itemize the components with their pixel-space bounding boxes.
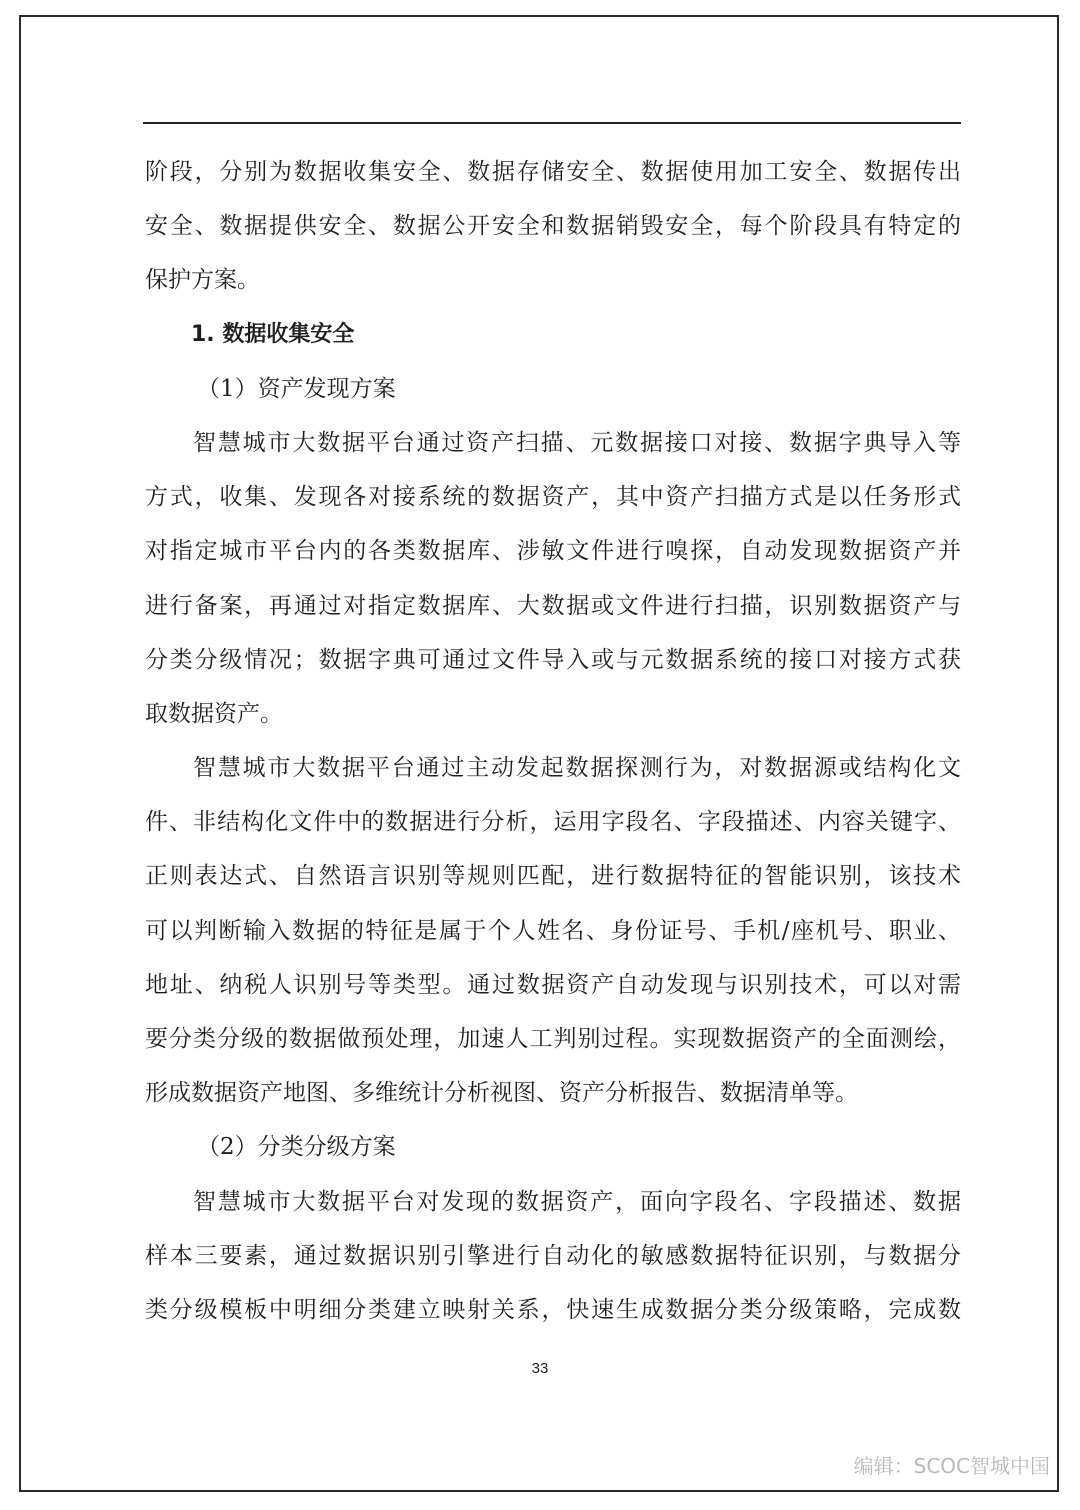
document-body — [145, 145, 961, 1337]
editor-watermark: 编辑：SCOC智城中国 — [853, 1454, 1050, 1478]
text-line: 对指定城市平台内的各类数据库、涉敏文件进行嗅探，自动发现数据资产并 — [145, 538, 961, 565]
text-line: 智慧城市大数据平台通过资产扫描、元数据接口对接、数据字典导入等 — [193, 429, 961, 456]
text-line: 类分级模板中明细分类建立映射关系，快速生成数据分类分级策略，完成数 — [145, 1296, 961, 1323]
text-line: 件、非结构化文件中的数据进行分析，运用字段名、字段描述、内容关键字、 — [145, 809, 961, 836]
text-line: 要分类分级的数据做预处理，加速人工判别过程。实现数据资产的全面测绘， — [145, 1026, 961, 1052]
text-line: 地址、纳税人识别号等类型。通过数据资产自动发现与识别技术，可以对需 — [145, 971, 961, 998]
text-line: 进行备案，再通过对指定数据库、大数据或文件进行扫描，识别数据资产与 — [145, 592, 961, 619]
text-line: 形成数据资产地图、多维统计分析视图、资产分析报告、数据清单等。 — [145, 1080, 858, 1107]
text-line: 可以判断输入数据的特征是属于个人姓名、身份证号、手机/座机号、职业、 — [145, 917, 961, 944]
page-number: 33 — [531, 1360, 549, 1377]
text-line: 保护方案。 — [145, 267, 260, 294]
text-line: 分类分级情况；数据字典可通过文件导入或与元数据系统的接口对接方式获 — [145, 646, 961, 673]
text-line: 样本三要素，通过数据识别引擎进行自动化的敏感数据特征识别，与数据分 — [145, 1242, 961, 1269]
text-line: 智慧城市大数据平台对发现的数据资产，面向字段名、字段描述、数据 — [193, 1188, 961, 1215]
subheading-classification: （2）分类分级方案 — [197, 1134, 396, 1161]
header-rule — [143, 122, 961, 124]
text-line: 智慧城市大数据平台通过主动发起数据探测行为，对数据源或结构化文 — [193, 755, 961, 782]
text-line: 阶段，分别为数据收集安全、数据存储安全、数据使用加工安全、数据传出 — [145, 159, 961, 185]
section-heading: 1. 数据收集安全 — [191, 321, 355, 347]
text-line: 安全、数据提供安全、数据公开安全和数据销毁安全，每个阶段具有特定的 — [145, 213, 961, 240]
text-line: 取数据资产。 — [145, 700, 283, 727]
text-line: 正则表达式、自然语言识别等规则匹配，进行数据特征的智能识别，该技术 — [145, 863, 961, 890]
text-line: 方式，收集、发现各对接系统的数据资产，其中资产扫描方式是以任务形式 — [145, 484, 961, 511]
subheading-asset-discovery: （1）资产发现方案 — [197, 375, 396, 402]
